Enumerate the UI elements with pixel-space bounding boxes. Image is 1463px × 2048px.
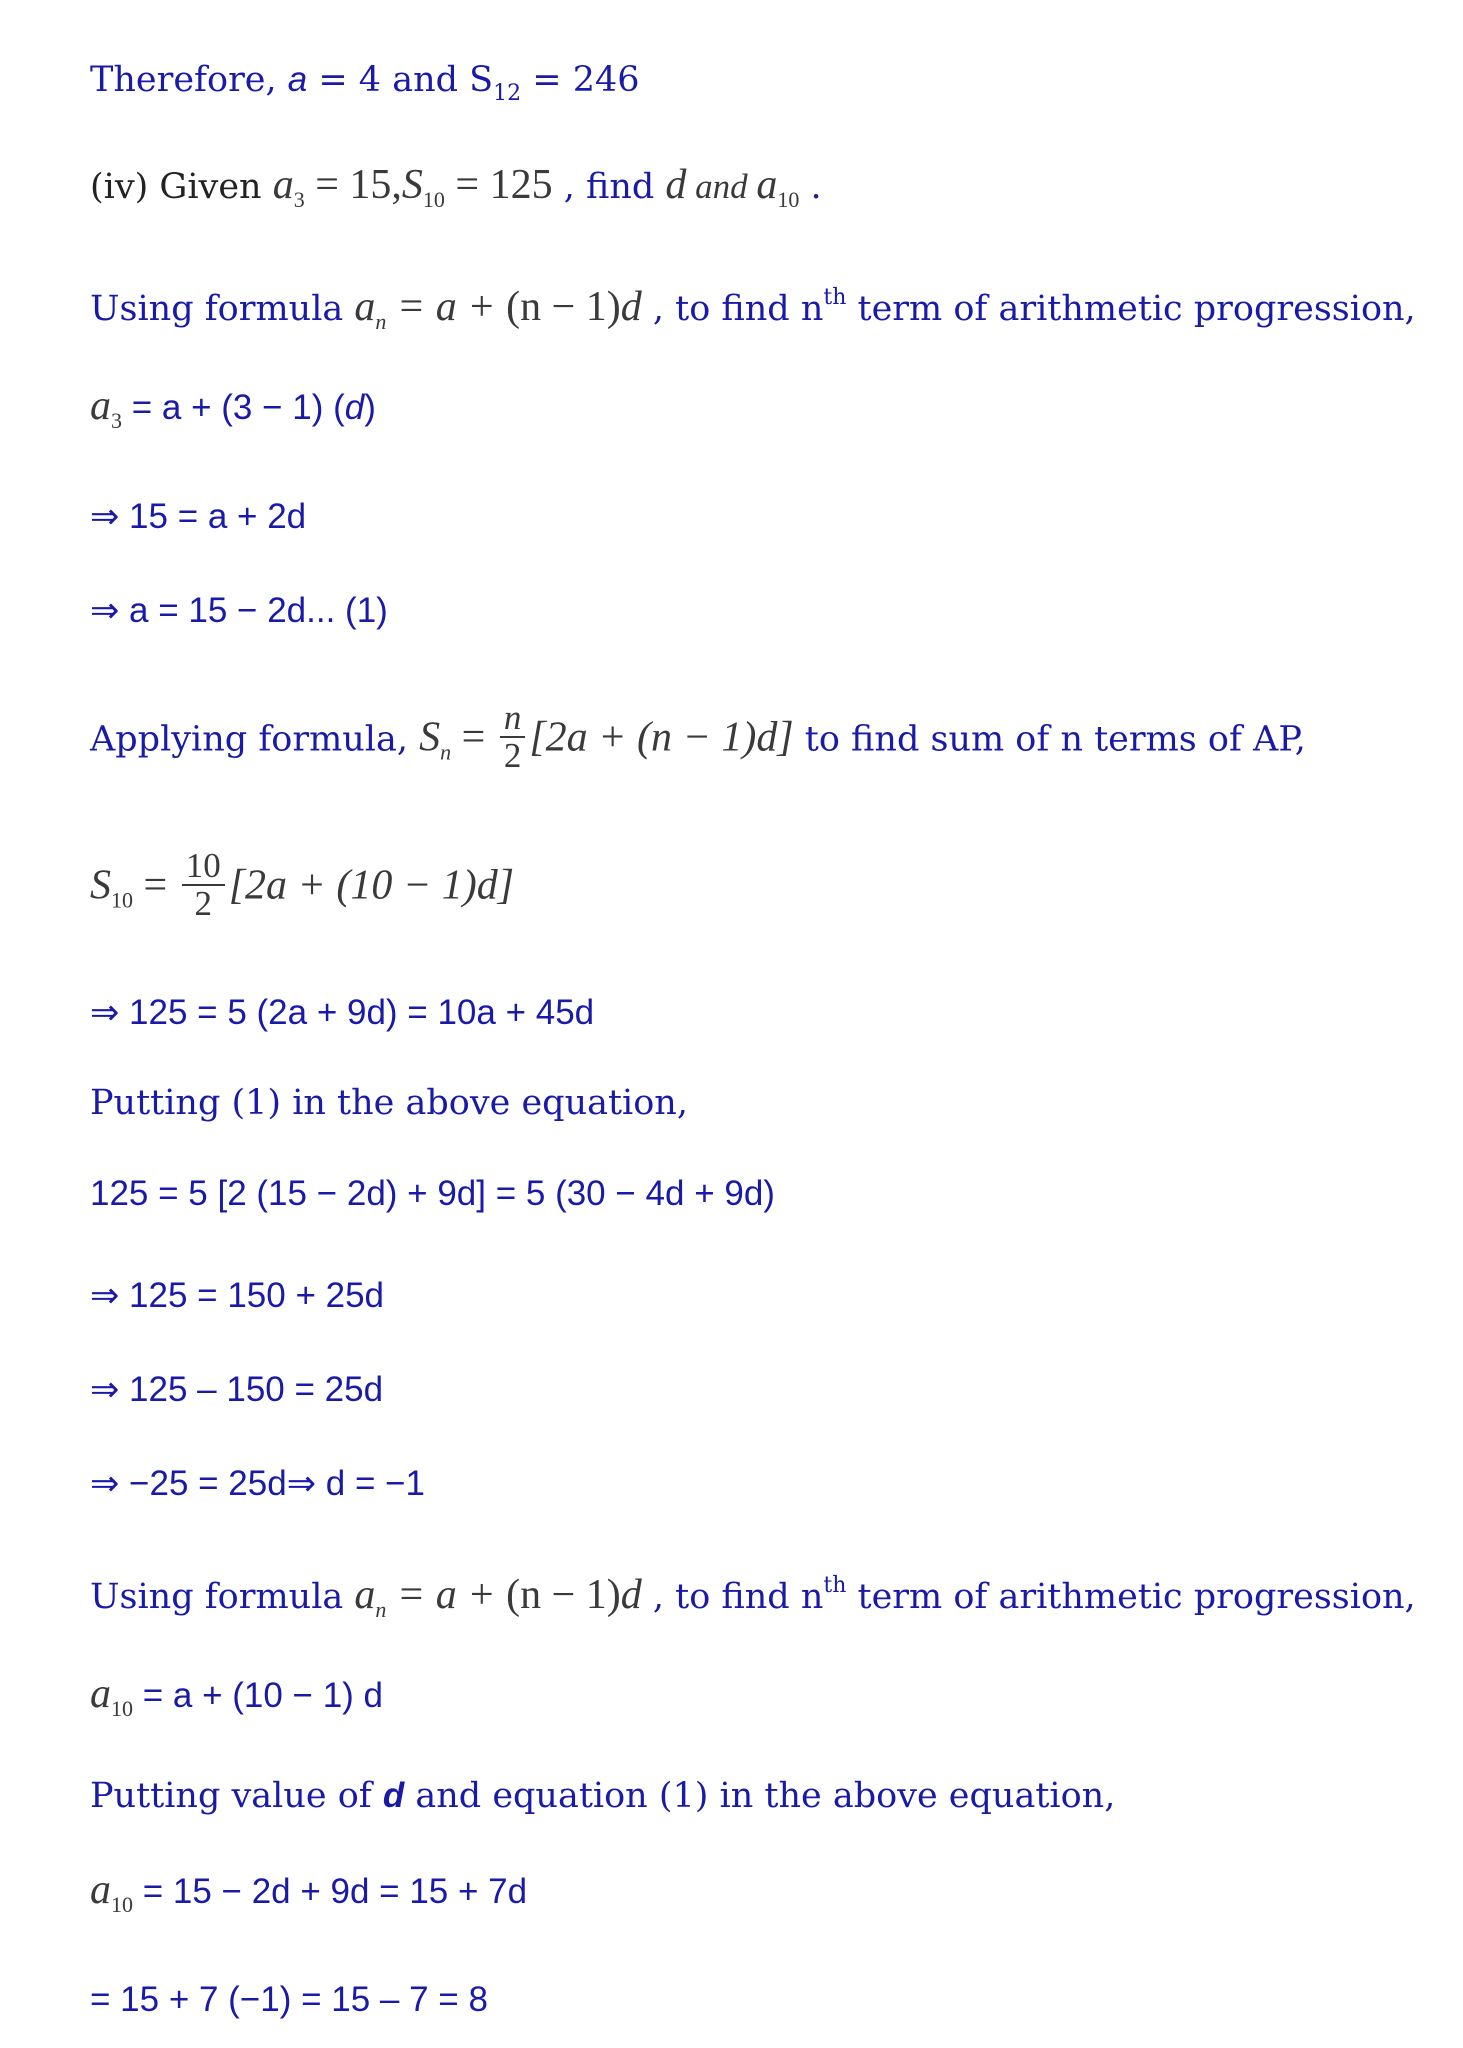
text: (iv) Given bbox=[90, 167, 273, 207]
numerator: 10 bbox=[182, 848, 225, 886]
line-step-15: ⇒ 15 = a + 2d bbox=[90, 497, 307, 536]
line-putting-1: Putting (1) in the above equation, bbox=[90, 1083, 688, 1123]
subscript: 10 bbox=[111, 887, 133, 913]
numerator: n bbox=[500, 700, 526, 738]
var-d: d bbox=[620, 284, 642, 330]
fraction bbox=[500, 700, 526, 774]
bracket-expr: [2a + (n − 1)d] bbox=[529, 714, 794, 761]
text: = a + bbox=[386, 1572, 507, 1618]
text: ) bbox=[364, 388, 376, 427]
subscript: 10 bbox=[422, 187, 445, 212]
text: and bbox=[686, 167, 757, 206]
line-step-a: ⇒ a = 15 − 2d... (1) bbox=[90, 591, 388, 630]
line-formula-an-2 bbox=[90, 1564, 1416, 1632]
subscript: n bbox=[440, 739, 452, 765]
text: and equation (1) in the above equation, bbox=[404, 1776, 1116, 1816]
text: = 15 bbox=[304, 162, 392, 208]
text: Using formula bbox=[90, 289, 355, 329]
text: = a + (10 − 1) d bbox=[133, 1676, 384, 1715]
denominator: 2 bbox=[194, 884, 212, 923]
line-therefore bbox=[90, 58, 640, 116]
var-s: S bbox=[401, 162, 423, 208]
bracket-expr: [2a + (10 − 1)d] bbox=[228, 862, 515, 909]
text: , to find n bbox=[641, 1577, 824, 1617]
var-d: d bbox=[665, 162, 687, 208]
text: . bbox=[799, 167, 822, 207]
var-a: a bbox=[756, 162, 778, 208]
var-a: a bbox=[90, 383, 111, 429]
line-a10 bbox=[90, 1672, 383, 1731]
subscript: n bbox=[375, 309, 387, 334]
text: = bbox=[451, 714, 496, 761]
text: Putting value of bbox=[90, 1776, 383, 1816]
superscript: th bbox=[823, 285, 847, 310]
denominator: 2 bbox=[503, 736, 522, 775]
subscript: 3 bbox=[111, 408, 122, 433]
subscript: 10 bbox=[111, 1696, 133, 1721]
superscript: th bbox=[823, 1573, 847, 1598]
text: Applying formula, bbox=[90, 719, 420, 760]
var-a: a bbox=[90, 1671, 111, 1717]
line-s10 bbox=[90, 846, 515, 926]
var-a: a bbox=[287, 60, 308, 99]
subscript: 3 bbox=[293, 187, 305, 212]
line-formula-sn bbox=[90, 698, 1306, 778]
line-given: (iv) Given $a_3 = 15,S_{10} = 125$ , find d and $a_{10}$ . bbox=[90, 162, 822, 212]
text: Therefore, bbox=[90, 60, 288, 100]
text: = 4 and S bbox=[307, 60, 494, 100]
line-a3 bbox=[90, 384, 376, 443]
line-step-125c: ⇒ 125 = 150 + 25d bbox=[90, 1276, 385, 1315]
text: term of arithmetic progression, bbox=[846, 289, 1416, 329]
var-s: S bbox=[419, 714, 441, 761]
line-step-125d: ⇒ 125 – 150 = 25d bbox=[90, 1370, 384, 1409]
text: = 125 bbox=[444, 162, 553, 208]
var-a: a bbox=[354, 1572, 376, 1618]
var-d: d bbox=[382, 1776, 405, 1815]
var-d: d bbox=[344, 388, 365, 427]
text: = a + bbox=[386, 284, 507, 330]
text: (n − 1) bbox=[506, 284, 621, 330]
line-step-d: ⇒ −25 = 25d⇒ d = −1 bbox=[90, 1464, 426, 1503]
text: = 246 bbox=[521, 60, 640, 100]
text: to find sum of n terms of AP, bbox=[793, 719, 1306, 760]
subscript: n bbox=[375, 1597, 387, 1622]
text: = a + (3 − 1) ( bbox=[122, 388, 345, 427]
line-a10-value bbox=[90, 1868, 527, 1927]
line-step-125b: 125 = 5 [2 (15 − 2d) + 9d] = 5 (30 − 4d + 9d) bbox=[90, 1174, 775, 1213]
text: = bbox=[133, 862, 178, 909]
line-step-125a: ⇒ 125 = 5 (2a + 9d) = 10a + 45d bbox=[90, 993, 595, 1032]
text: , to find n bbox=[641, 289, 824, 329]
text: = 15 − 2d + 9d = 15 + 7d bbox=[133, 1872, 528, 1911]
line-putting-d bbox=[90, 1774, 1115, 1818]
var-a: a bbox=[272, 162, 294, 208]
subscript: 12 bbox=[493, 81, 522, 106]
var-d: d bbox=[620, 1572, 642, 1618]
line-final: = 15 + 7 (−1) = 15 – 7 = 8 bbox=[90, 1980, 488, 2019]
subscript: 10 bbox=[111, 1892, 133, 1917]
text: term of arithmetic progression, bbox=[846, 1577, 1416, 1617]
fraction bbox=[182, 848, 225, 922]
text: (n − 1) bbox=[506, 1572, 621, 1618]
var-s: S bbox=[90, 862, 111, 909]
text: , find bbox=[552, 167, 666, 207]
line-formula-an bbox=[90, 276, 1416, 344]
subscript: 10 bbox=[777, 187, 800, 212]
text: Using formula bbox=[90, 1577, 355, 1617]
var-a: a bbox=[354, 284, 376, 330]
var-a: a bbox=[90, 1867, 111, 1913]
